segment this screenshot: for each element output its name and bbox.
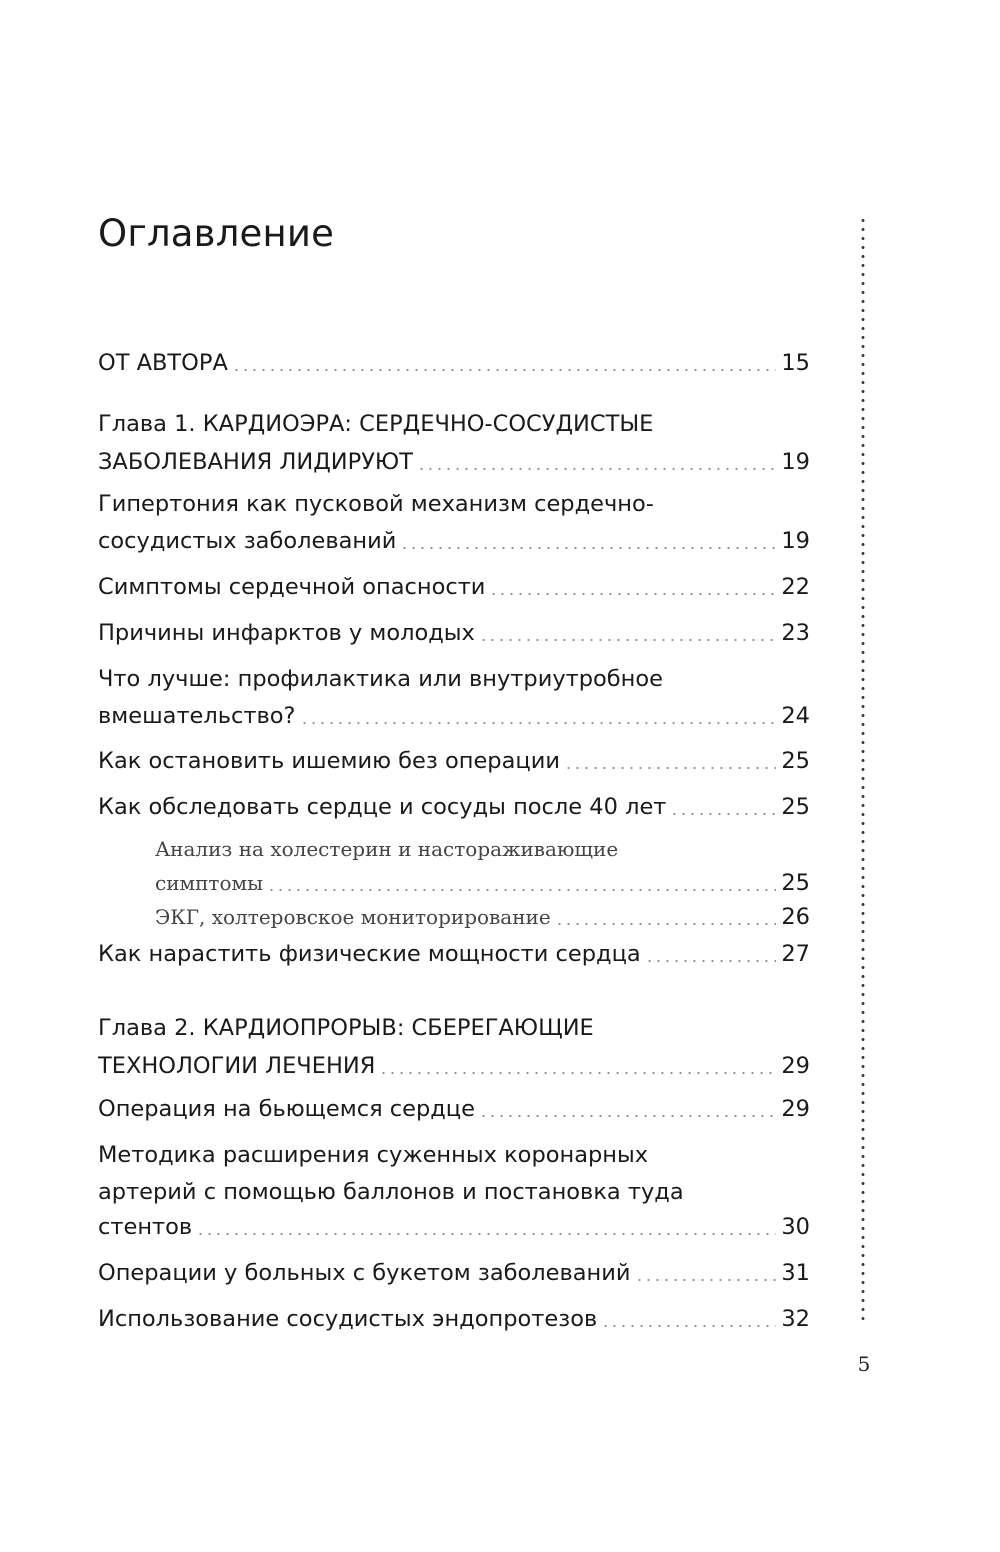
toc-entry-text: ЗАБОЛЕВАНИЯ ЛИДИРУЮТ [98,449,413,475]
toc-entry-multiple-diseases[interactable] [98,1262,810,1285]
dot-leader [267,888,776,892]
toc-page-number: 31 [781,1260,810,1286]
toc-entry-text: Как обследовать сердце и сосуды после 40 лет [98,794,667,820]
toc-entry-text: Глава 1. КАРДИОЭРА: СЕРДЕЧНО-СОСУДИСТЫЕ [98,411,654,437]
toc-page-number: 23 [781,620,810,646]
toc-entry-ischemia[interactable] [98,750,810,773]
toc-entry-text: стентов [98,1214,193,1240]
dot-leader [555,922,776,926]
toc-entry-text: Как остановить ишемию без операции [98,748,560,774]
toc-entry-text: Причины инфарктов у молодых [98,620,475,646]
toc-page-number: 32 [781,1306,810,1332]
toc-entry-text: симптомы [155,871,263,895]
dot-leader [564,766,776,770]
toc-entry-beating-heart[interactable] [98,1098,810,1121]
toc-entry-text: Методика расширения суженных коронарных [98,1142,649,1168]
toc-page-number: 19 [781,449,810,475]
toc-entry-prevention-line1[interactable] [98,668,810,691]
toc-entry-text: ОТ АВТОРА [98,350,228,376]
toc-entry-infarct-causes[interactable] [98,622,810,645]
toc-entry-text: Гипертония как пусковой механизм сердечно- [98,491,654,517]
dot-leader [232,368,776,372]
toc-entry-stents-line2[interactable] [98,1181,810,1204]
toc-subentry-cholesterol[interactable] [155,872,810,895]
toc-entry-text: Как нарастить физические мощности сердца [98,941,641,967]
toc-chapter-2-heading[interactable] [98,1017,810,1040]
toc-page-number: 30 [781,1214,810,1240]
toc-chapter-1-heading[interactable] [98,413,810,436]
dot-leader [479,1114,776,1118]
toc-subentry-cholesterol-line1[interactable] [155,839,810,859]
toc-entry-text: Операции у больных с букетом заболеваний [98,1260,631,1286]
toc-page-number: 24 [781,703,810,729]
toc-page-number: 29 [781,1053,810,1079]
toc-page-number: 25 [781,794,810,820]
toc-entry-text: Что лучше: профилактика или внутриутробное [98,666,663,692]
toc-page-number: 25 [781,748,810,774]
toc-entry-text: сосудистых заболеваний [98,528,397,554]
toc-entry-stents[interactable] [98,1216,810,1239]
dot-leader [645,959,776,963]
toc-entry-text: Операция на бьющемся сердце [98,1096,475,1122]
dot-leader [196,1232,776,1236]
dot-leader [601,1324,776,1328]
toc-subentry-ecg[interactable] [155,906,810,929]
toc-entry-endoprostheses[interactable] [98,1308,810,1331]
toc-entry-text: ЭКГ, холтеровское мониторирование [155,905,551,929]
toc-entry-text: ТЕХНОЛОГИИ ЛЕЧЕНИЯ [98,1053,376,1079]
toc-entry-text: Симптомы сердечной опасности [98,574,486,600]
toc-chapter-1[interactable] [98,451,810,474]
dot-leader [479,638,776,642]
toc-chapter-2[interactable] [98,1055,810,1078]
toc-entry-text: артерий с помощью баллонов и постановка туда [98,1179,684,1205]
toc-page-number: 15 [781,350,810,376]
dot-leader [300,721,777,725]
dot-leader [417,467,776,471]
toc-page-number: 27 [781,941,810,967]
toc-entry-text: Глава 2. КАРДИОПРОРЫВ: СБЕРЕГАЮЩИЕ [98,1015,594,1041]
toc-entry-stents-line1[interactable] [98,1144,810,1167]
toc-entry-author[interactable] [98,352,810,375]
dot-leader [489,592,776,596]
toc-entry-heart-capacity[interactable] [98,943,810,966]
toc-entry-hypertension-line1[interactable] [98,493,810,516]
margin-dot-rule [861,216,865,1324]
toc-page-number: 19 [781,528,810,554]
toc-entry-hypertension[interactable] [98,530,810,553]
toc-entry-symptoms[interactable] [98,576,810,599]
page-number: 5 [857,1352,871,1376]
toc-entry-text: Анализ на холестерин и настораживающие [155,837,619,861]
toc-entry-text: Использование сосудистых эндопротезов [98,1306,598,1332]
toc-page-number: 26 [781,904,810,930]
toc-page-number: 22 [781,574,810,600]
dot-leader [635,1278,776,1282]
toc-entry-examination[interactable] [98,796,810,819]
dot-leader [379,1071,776,1075]
page-title: Оглавление [98,212,335,255]
toc-page-number: 25 [781,870,810,896]
dot-leader [670,812,776,816]
toc-entry-prevention[interactable] [98,705,810,728]
toc-page-number: 29 [781,1096,810,1122]
dot-leader [400,546,776,550]
toc-entry-text: вмешательство? [98,703,296,729]
